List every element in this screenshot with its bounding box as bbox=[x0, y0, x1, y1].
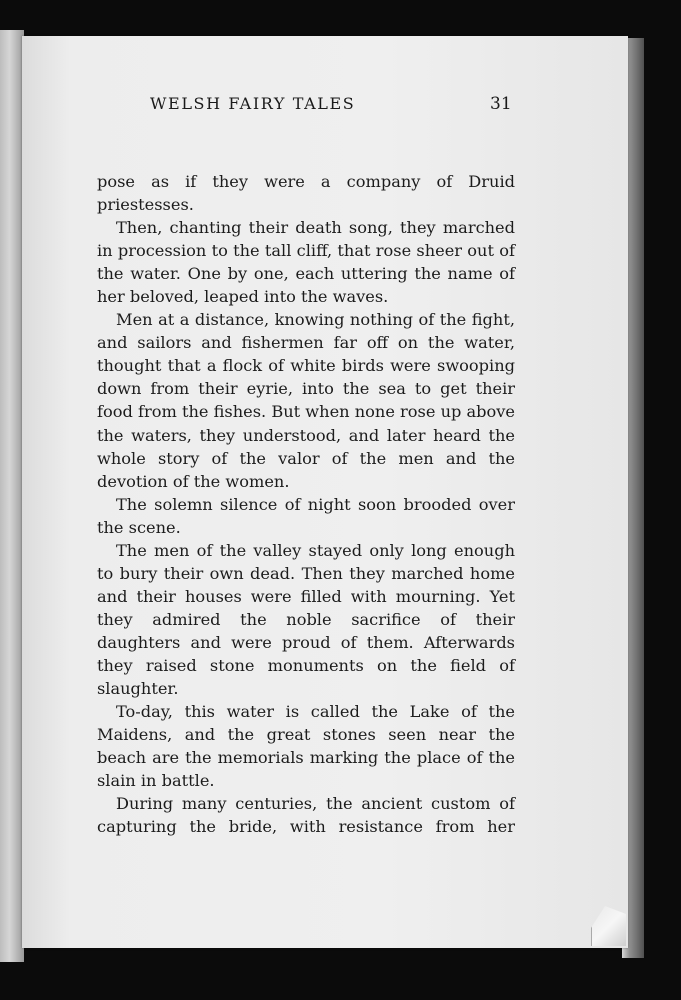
paragraph-2: Then, chanting their death song, they marched in procession to the tall cliff, that rose sheer out of the water. One by one, each uttering the name of her beloved, leaped into the waves. bbox=[97, 218, 515, 307]
paragraph-4: The solemn silence of night soon brooded over the scene. bbox=[97, 494, 515, 537]
body-text bbox=[97, 170, 515, 838]
running-head-title: WELSH FAIRY TALES bbox=[150, 94, 356, 113]
paragraph-7: During many centuries, the ancient custom of capturing the bride, with resistance from her bbox=[97, 794, 515, 837]
facing-page-edge bbox=[0, 30, 24, 962]
paragraph-6: To-day, this water is called the Lake of the Maidens, and the great stones seen near the beach are the memorials marking the place of the slain in battle. bbox=[97, 702, 515, 791]
paragraph-1: pose as if they were a company of Druid priestesses. bbox=[97, 172, 515, 215]
paragraph-5: The men of the valley stayed only long enough to bury their own dead. Then they marched home and their houses were filled with mourning. Yet they admired the noble sacrifice of their daughters and were proud of them. Afterwards they raised stone monuments on the field of slaughter. bbox=[97, 540, 515, 699]
page-corner-fold bbox=[591, 906, 626, 946]
paragraph-3: Men at a distance, knowing nothing of the fight, and sailors and fishermen far off on the water, thought that a flock of white birds were swooping down from their eyrie, into the sea to get their food from the fishes. But when none rose up above the waters, they understood, and later heard the whole story of the valor of the men and the devotion of the women. bbox=[97, 310, 515, 491]
page-number: 31 bbox=[490, 94, 512, 114]
